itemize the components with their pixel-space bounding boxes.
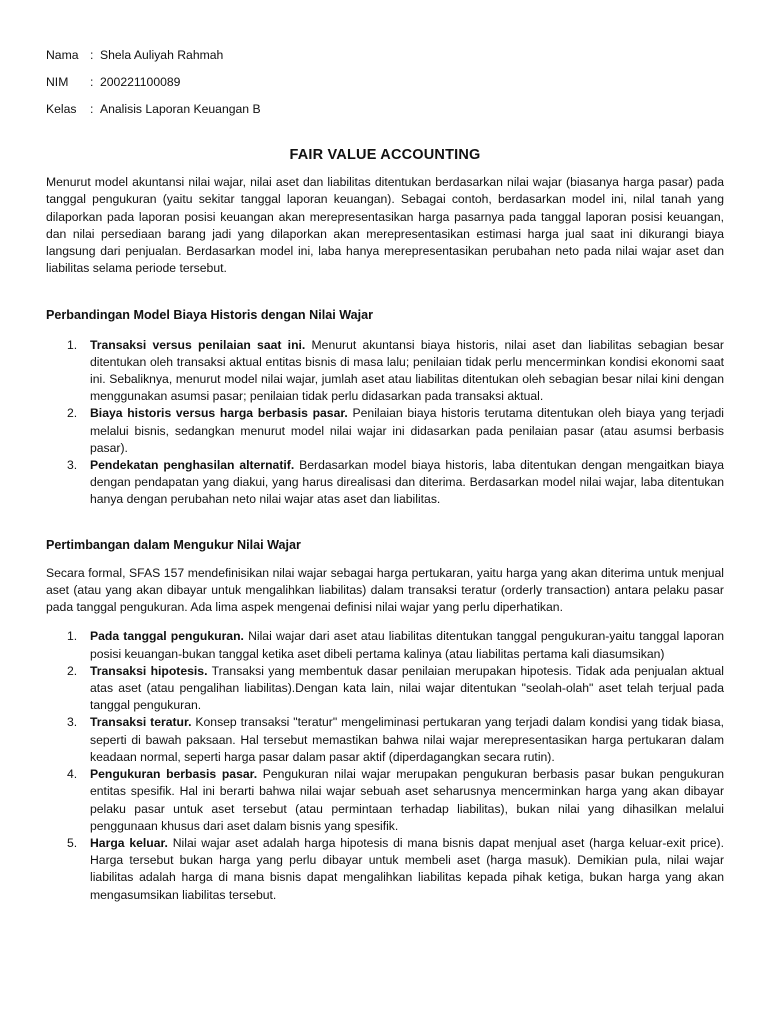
considerations-paragraph: Secara formal, SFAS 157 mendefinisikan nilai wajar sebagai harga pertukaran, yaitu harga yang akan diterima untuk menjual aset (atau yang akan dibayar untuk mengalihkan liabilitas) dalam transaksi teratur (orderly transaction) antara pelaku pasar pada tanggal pengukuran. Ada lima aspek mengenai definisi nilai wajar yang perlu diperhatikan.	[46, 565, 724, 615]
list-item	[46, 714, 724, 766]
list-item	[46, 405, 724, 457]
list-item	[46, 628, 724, 662]
list-item-text: Nilai wajar aset adalah harga hipotesis di mana bisnis dapat menjual aset (harga keluar-exit price). Harga tersebut bukan harga yang perlu dibayar untuk membeli aset (harga masuk). Demikian pula, nilai wajar liabilitas adalah harga di mana bisnis dapat mengalihkan liabilitas kepada pihak ketiga, bukan harga yang akan mengasumsikan liabilitas tersebut.	[90, 835, 724, 902]
meta-key: Kelas	[46, 102, 77, 116]
meta-row-nim	[46, 71, 724, 98]
list-item-term: Pendekatan penghasilan alternatif.	[90, 458, 295, 473]
student-info	[46, 44, 724, 125]
meta-key: Nama	[46, 48, 79, 62]
list-number: 4.	[67, 767, 78, 782]
list-item-text: Nilai wajar dari aset atau liabilitas ditentukan tanggal pengukuran-yaitu tanggal laporan posisi keuangan-bukan tanggal ketika aset dibeli pertama kalinya (atau liabilitas pertama kali diasumsikan)	[90, 629, 724, 661]
meta-value-kelas: Analisis Laporan Keuangan B	[100, 102, 261, 116]
list-item-text: Transaksi yang membentuk dasar penilaian merupakan hipotesis. Tidak ada penjualan aktual atas aset (atau pengalihan liabilitas).Dengan kata lain, nilai wajar ditentukan "seolah-olah" aset telah terjual pada tanggal pengukuran.	[90, 663, 724, 713]
list-item-term: Transaksi teratur.	[90, 715, 192, 730]
list-item-text: Berdasarkan model biaya historis, laba ditentukan dengan mengaitkan biaya dengan pendapatan yang diakui, yang harus direalisasi dan diterima. Berdasarkan model nilai wajar, laba ditentukan hanya dengan perubahan neto nilai wajar atas aset dan liabilitas.	[90, 458, 724, 507]
list-item	[46, 663, 724, 715]
comparison-list	[46, 337, 724, 509]
document-page	[46, 44, 724, 904]
list-number: 3.	[67, 458, 78, 473]
meta-key: NIM	[46, 75, 69, 89]
list-number: 1.	[67, 629, 78, 644]
section-heading-considerations: Pertimbangan dalam Mengukur Nilai Wajar	[46, 537, 301, 552]
list-item	[46, 457, 724, 509]
considerations-list	[46, 628, 724, 903]
list-item-text: Penilaian biaya historis terutama ditentukan oleh biaya yang terjadi melalui bisnis, sedangkan menurut model nilai wajar ini didasarkan pada penilaian pasar (atau asumsi berbasis pasar).	[90, 406, 725, 455]
list-item-term: Transaksi hipotesis.	[90, 663, 208, 678]
meta-row-nama	[46, 44, 724, 71]
intro-paragraph: Menurut model akuntansi nilai wajar, nilai aset dan liabilitas ditentukan berdasarkan nilai wajar (biasanya harga pasar) pada tanggal pengukuran (yaitu sekitar tanggal laporan keuangan). Sebagai contoh, berdasarkan model ini, nilal tanah yang dilaporkan pada laporan posisi keuangan akan merepresentasikan harga pasarnya pada tanggal laporan posisi keuangan, dan nilai persediaan barang jadi yang dilaporkan akan merepresentasikan estimasi harga jual saat ini dikurangi biaya langsung dari penjualan. Berdasarkan model ini, laba hanya merepresentasikan perubahan neto pada nilai wajar aset dan liabilitas selama periode tersebut.	[46, 175, 724, 276]
list-number: 1.	[67, 337, 78, 352]
meta-separator: :	[90, 48, 94, 62]
meta-value-nama: Shela Auliyah Rahmah	[100, 48, 224, 62]
list-item-term: Biaya historis versus harga berbasis pasar.	[90, 406, 348, 421]
list-number: 2.	[67, 663, 78, 678]
list-item-text: Konsep transaksi "teratur" mengeliminasi pertukaran yang terjadi dalam kondisi yang tidak biasa, seperti di bawah paksaan. Hal tersebut memastikan bahwa nilai wajar merepresentasikan harga pertukaran dalam keadaan normal, seperti harga pasar dalam pasar aktif (diperdagangkan secara rutin).	[90, 715, 724, 764]
list-item-term: Pengukuran berbasis pasar.	[90, 767, 258, 782]
list-item-term: Transaksi versus penilaian saat ini.	[90, 337, 306, 352]
list-number: 5.	[67, 835, 78, 850]
list-item	[46, 835, 724, 904]
list-number: 2.	[67, 406, 78, 421]
document-title: FAIR VALUE ACCOUNTING	[289, 147, 481, 163]
list-item-text: Menurut akuntansi biaya historis, nilai aset dan liabilitas sebagian besar ditentukan oleh transaksi aktual entitas bisnis di masa lalu; penilaian tidak perlu mencerminkan kondisi ekonomi saat ini. Sebaliknya, menurut model nilai wajar, jumlah aset atau liabilitas ditentukan oleh sebagian besar nilai kini dengan menggunakan asumsi pasar; penilaian tidak perlu didasarkan pada transaksi aktual.	[90, 337, 724, 404]
list-item-term: Harga keluar.	[90, 835, 168, 850]
section-heading-comparison: Perbandingan Model Biaya Historis dengan Nilai Wajar	[46, 308, 374, 323]
list-item	[46, 766, 724, 835]
meta-value-nim: 200221100089	[100, 75, 181, 89]
meta-row-kelas	[46, 98, 724, 125]
list-item-term: Pada tanggal pengukuran.	[90, 629, 244, 644]
list-item	[46, 337, 724, 406]
list-item-text: Pengukuran nilai wajar merupakan pengukuran berbasis pasar bukan pengukuran entitas spesifik. Hal ini berarti bahwa nilai wajar sebuah aset seharusnya mencerminkan harga yang akan dibayar pelaku pasar untuk aset tersebut (atau permintaan terhadap liabilitas), bukan nilai yang dihasilkan melalui penggunaan khusus dari aset dalam bisnis yang spesifik.	[90, 767, 724, 833]
meta-separator: :	[90, 102, 94, 116]
meta-separator: :	[90, 75, 94, 89]
list-number: 3.	[67, 715, 78, 730]
